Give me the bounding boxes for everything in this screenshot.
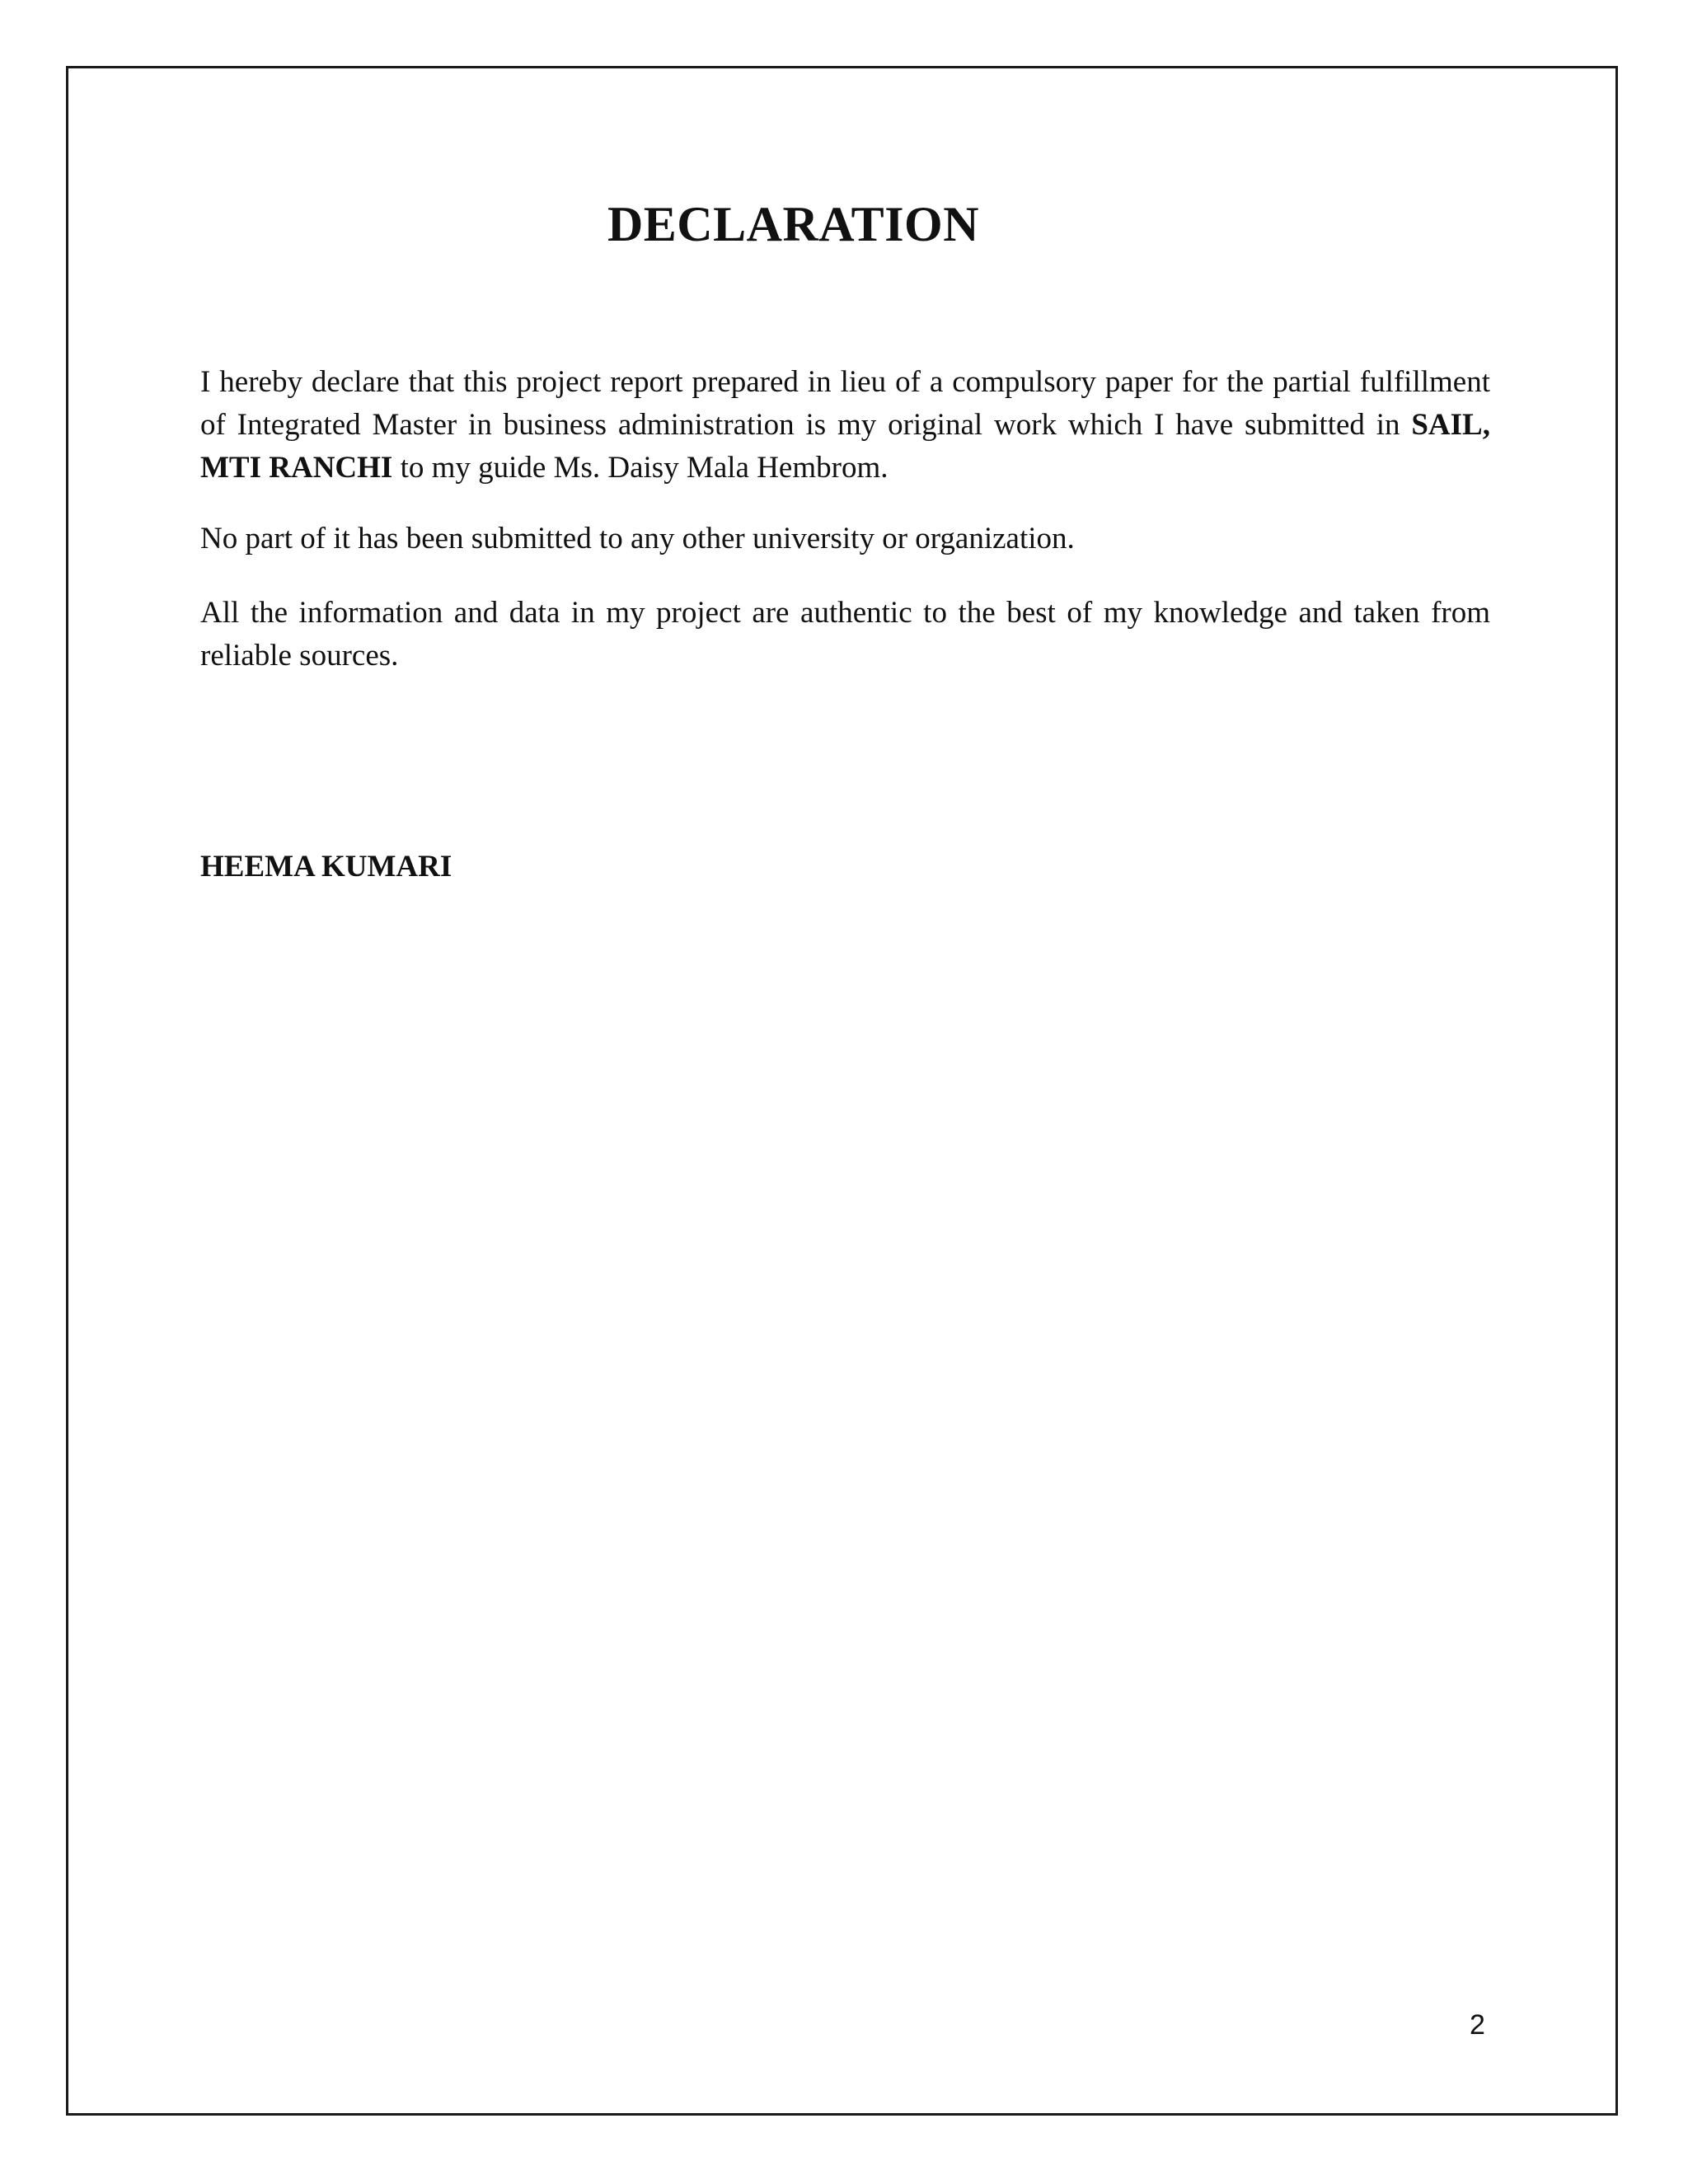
page-number: 2 — [1470, 2009, 1485, 2041]
paragraph-1-text: I hereby declare that this project report prepared in lieu of a compulsory paper for the partial fulfillment of Integrated Master in business administration is my original work which I have submitted in — [200, 365, 1490, 442]
page-title: DECLARATION — [607, 197, 980, 251]
institution-name: SAIL, MTI RANCHI — [200, 408, 1490, 485]
declaration-paragraph-2: No part of it has been submitted to any other university or organization. — [200, 522, 1075, 555]
signature-name: HEEMA KUMARI — [200, 850, 452, 883]
declaration-paragraph-1 — [200, 361, 1490, 490]
declaration-paragraph-3: All the information and data in my project are authentic to the best of my knowledge and taken from reliable sources. — [200, 596, 1490, 673]
paragraph-1-text-end: to my guide Ms. Daisy Mala Hembrom. — [392, 451, 889, 485]
